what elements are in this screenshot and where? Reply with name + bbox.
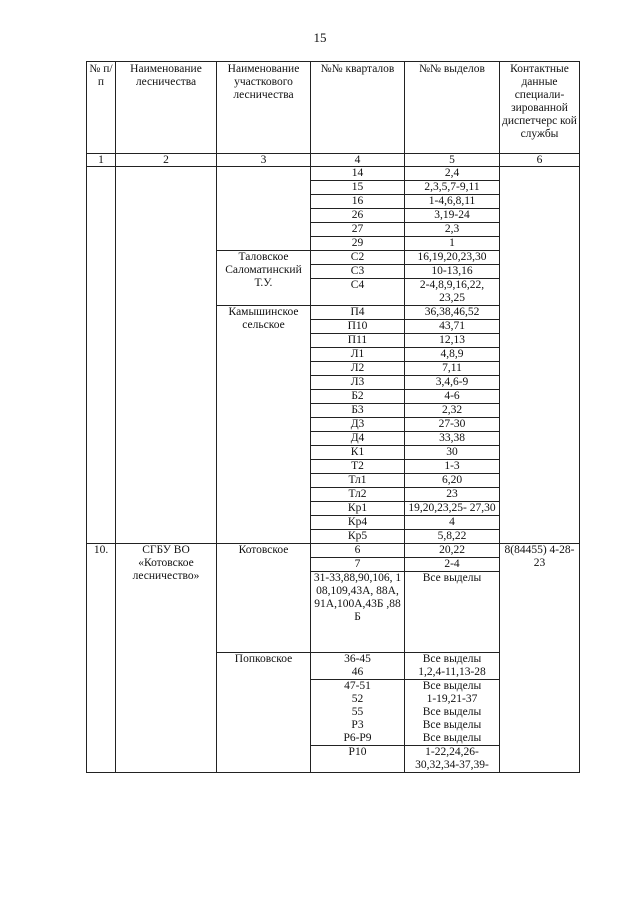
quarter-cell: Б2 [311,390,405,404]
header-district: Наименование участкового лесничества [217,62,311,154]
allotment-cell: 12,13 [405,334,500,348]
quarter-cell: Тл1 [311,474,405,488]
quarter-cell: П11 [311,334,405,348]
quarter-cell: Кр4 [311,516,405,530]
header-row [87,62,580,154]
allotment-cell: 10-13,16 [405,265,500,279]
header-allotments: №№ выделов [405,62,500,154]
allotment-line: Все выделы [422,732,482,744]
allotment-cell: 4-6 [405,390,500,404]
num-cell-continued [87,167,116,544]
contact-cell-continued [500,167,580,544]
allotment-cell: 20,22 [405,544,500,558]
contact-cell: 8(84455) 4-28-23 [500,544,580,773]
allotment-cell: 23 [405,488,500,502]
quarter-cell: 15 [311,181,405,195]
district-name-cell: Попковское [217,653,311,773]
table-row [87,167,580,181]
allotment-line: Все выделы [422,653,482,665]
quarter-line: 55 [351,706,364,718]
allotment-cell: 2,3,5,7-9,11 [405,181,500,195]
quarter-cell: Кр5 [311,530,405,544]
allotment-line: Все выделы [422,680,482,692]
quarter-line: 52 [351,693,364,705]
quarter-line: 47-51 [344,680,371,692]
header-num: № п/п [87,62,116,154]
forestry-name: СГБУ ВО «Котовское лесничество» [116,544,217,773]
district-name-cell: Котовское [217,544,311,653]
allotment-cell: 3,4,6-9 [405,376,500,390]
quarter-cell: 16 [311,195,405,209]
quarter-cell [311,680,405,746]
quarter-cell: С2 [311,251,405,265]
allotment-cell: 4,8,9 [405,348,500,362]
column-number: 1 [87,154,116,167]
quarter-cell: П10 [311,320,405,334]
allotment-cell: 27-30 [405,418,500,432]
allotment-cell: 2,4 [405,167,500,181]
district-cell-continued [217,167,311,251]
allotment-cell: 2,3 [405,223,500,237]
quarter-cell: Л2 [311,362,405,376]
quarter-line: Р3 [351,719,364,731]
allotment-cell [405,653,500,680]
quarter-line: Р6-Р9 [343,732,372,744]
allotment-cell: 2-4 [405,558,500,572]
allotment-cell: Все выделы [405,572,500,653]
column-number: 4 [311,154,405,167]
column-numbers-row [87,154,580,167]
quarter-cell: Кр1 [311,502,405,516]
quarter-cell: 6 [311,544,405,558]
column-number: 3 [217,154,311,167]
allotment-cell: 2-4,8,9,16,22, 23,25 [405,279,500,306]
quarter-cell: 26 [311,209,405,223]
allotment-cell: 19,20,23,25- 27,30 [405,502,500,516]
header-quarters: №№ кварталов [311,62,405,154]
entry-number: 10. [87,544,116,773]
allotment-cell: 43,71 [405,320,500,334]
allotment-cell: 16,19,20,23,30 [405,251,500,265]
quarter-cell: 31-33,88,90,106, 108,109,43А, 88А, 91А,100А,43Б ,88Б [311,572,405,653]
quarter-cell: С3 [311,265,405,279]
allotment-cell: 1-3 [405,460,500,474]
quarter-cell: Л3 [311,376,405,390]
allotment-line: Все выделы [422,719,482,731]
quarter-cell: 27 [311,223,405,237]
quarter-line: 46 [351,666,364,678]
allotment-cell: 30 [405,446,500,460]
quarter-cell: Т2 [311,460,405,474]
allotment-line: Все выделы [422,706,482,718]
allotment-cell: 7,11 [405,362,500,376]
quarter-line: 36-45 [344,653,371,665]
column-number: 2 [116,154,217,167]
page-number: 15 [313,30,327,45]
allotment-cell: 5,8,22 [405,530,500,544]
allotment-cell: 2,32 [405,404,500,418]
allotment-cell: 36,38,46,52 [405,306,500,320]
header-forestry: Наименование лесничества [116,62,217,154]
quarter-cell: 14 [311,167,405,181]
quarter-cell: Д3 [311,418,405,432]
allotment-cell [405,680,500,746]
column-number: 6 [500,154,580,167]
quarter-cell [311,653,405,680]
quarter-cell: 7 [311,558,405,572]
quarter-cell: 29 [311,237,405,251]
quarter-cell: Л1 [311,348,405,362]
quarter-cell: П4 [311,306,405,320]
quarter-cell: Д4 [311,432,405,446]
allotment-cell: 1-22,24,26- 30,32,34-37,39- [405,746,500,773]
allotment-cell: 33,38 [405,432,500,446]
quarter-cell: К1 [311,446,405,460]
quarter-cell: Тл2 [311,488,405,502]
forestry-cell-continued [116,167,217,544]
allotment-cell: 6,20 [405,474,500,488]
district-name-cell: Таловское Саломатинский Т.У. [217,251,311,306]
table-row [87,544,580,558]
header-contacts: Контактные данные специали-зированной диспетчерс кой службы [500,62,580,154]
allotment-cell: 4 [405,516,500,530]
column-number: 5 [405,154,500,167]
quarter-cell: Р10 [311,746,405,773]
allotment-line: 1,2,4-11,13-28 [418,666,486,678]
allotment-cell: 1 [405,237,500,251]
allotment-cell: 3,19-24 [405,209,500,223]
allotment-line: 1-19,21-37 [426,693,478,705]
forestry-table [86,61,580,773]
district-name-cell: Камышинское сельское [217,306,311,544]
quarter-cell: С4 [311,279,405,306]
quarter-cell: Б3 [311,404,405,418]
allotment-cell: 1-4,6,8,11 [405,195,500,209]
